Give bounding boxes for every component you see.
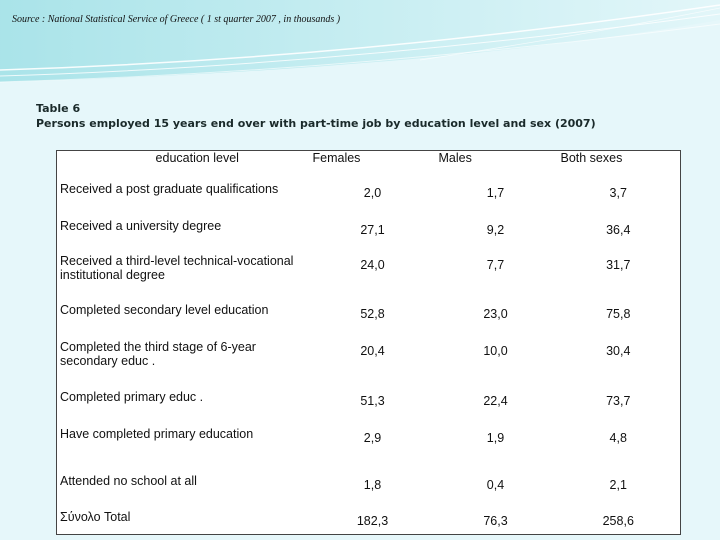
table-row xyxy=(57,219,681,254)
row-label: Attended no school at all xyxy=(60,474,197,488)
males-value: 7,7 xyxy=(486,258,505,272)
table-row xyxy=(57,182,681,219)
table-title xyxy=(36,101,596,131)
table-row xyxy=(57,254,681,303)
males-value: 22,4 xyxy=(483,394,508,408)
table-row xyxy=(57,474,681,510)
both-value: 75,8 xyxy=(606,307,631,321)
both-value: 258,6 xyxy=(602,514,634,528)
both-value: 3,7 xyxy=(609,186,627,200)
table-number: Table 6 xyxy=(36,102,81,115)
table-row-total xyxy=(57,510,681,535)
both-value: 4,8 xyxy=(609,431,627,445)
males-value: 9,2 xyxy=(486,223,505,237)
both-value: 36,4 xyxy=(606,223,631,237)
header-education-level: education level xyxy=(155,151,239,165)
males-value: 1,9 xyxy=(486,431,505,445)
header-both-sexes: Both sexes xyxy=(560,151,623,165)
females-value: 2,9 xyxy=(363,431,382,445)
row-label: Completed secondary level education xyxy=(60,303,269,317)
header-females: Females xyxy=(312,151,361,165)
females-value: 2,0 xyxy=(363,186,382,200)
females-value: 51,3 xyxy=(360,394,385,408)
females-value: 27,1 xyxy=(360,223,385,237)
both-value: 31,7 xyxy=(606,258,631,272)
table-row xyxy=(57,390,681,427)
both-value: 73,7 xyxy=(606,394,631,408)
females-value: 52,8 xyxy=(360,307,385,321)
table-row xyxy=(57,303,681,340)
table-row xyxy=(57,340,681,390)
males-value: 0,4 xyxy=(486,478,505,492)
row-label: Completed primary educ . xyxy=(60,390,204,404)
females-value: 24,0 xyxy=(360,258,385,272)
table-header-row xyxy=(57,151,681,183)
row-label: Received a third-level technical-vocational institutional degree xyxy=(60,254,294,282)
males-value: 76,3 xyxy=(483,514,508,528)
both-value: 2,1 xyxy=(609,478,627,492)
males-value: 1,7 xyxy=(486,186,505,200)
females-value: 182,3 xyxy=(356,514,389,528)
table-caption: Persons employed 15 years end over with part-time job by education level and sex (2007) xyxy=(36,117,596,130)
row-label: Completed the third stage of 6-year secondary educ . xyxy=(60,340,256,368)
source-note: Source : National Statistical Service of Greece ( 1 st quarter 2007 , in thousands ) xyxy=(12,14,341,25)
males-value: 10,0 xyxy=(483,344,508,358)
females-value: 20,4 xyxy=(360,344,385,358)
table-row xyxy=(57,427,681,474)
row-label: Received a post graduate qualifications xyxy=(60,182,279,196)
row-label: Have completed primary education xyxy=(60,427,254,441)
row-label: Σύνολο Total xyxy=(60,510,131,524)
both-value: 30,4 xyxy=(606,344,631,358)
header-males: Males xyxy=(438,151,472,165)
females-value: 1,8 xyxy=(363,478,382,492)
males-value: 23,0 xyxy=(483,307,508,321)
row-label: Received a university degree xyxy=(60,219,222,233)
data-table xyxy=(56,150,681,535)
